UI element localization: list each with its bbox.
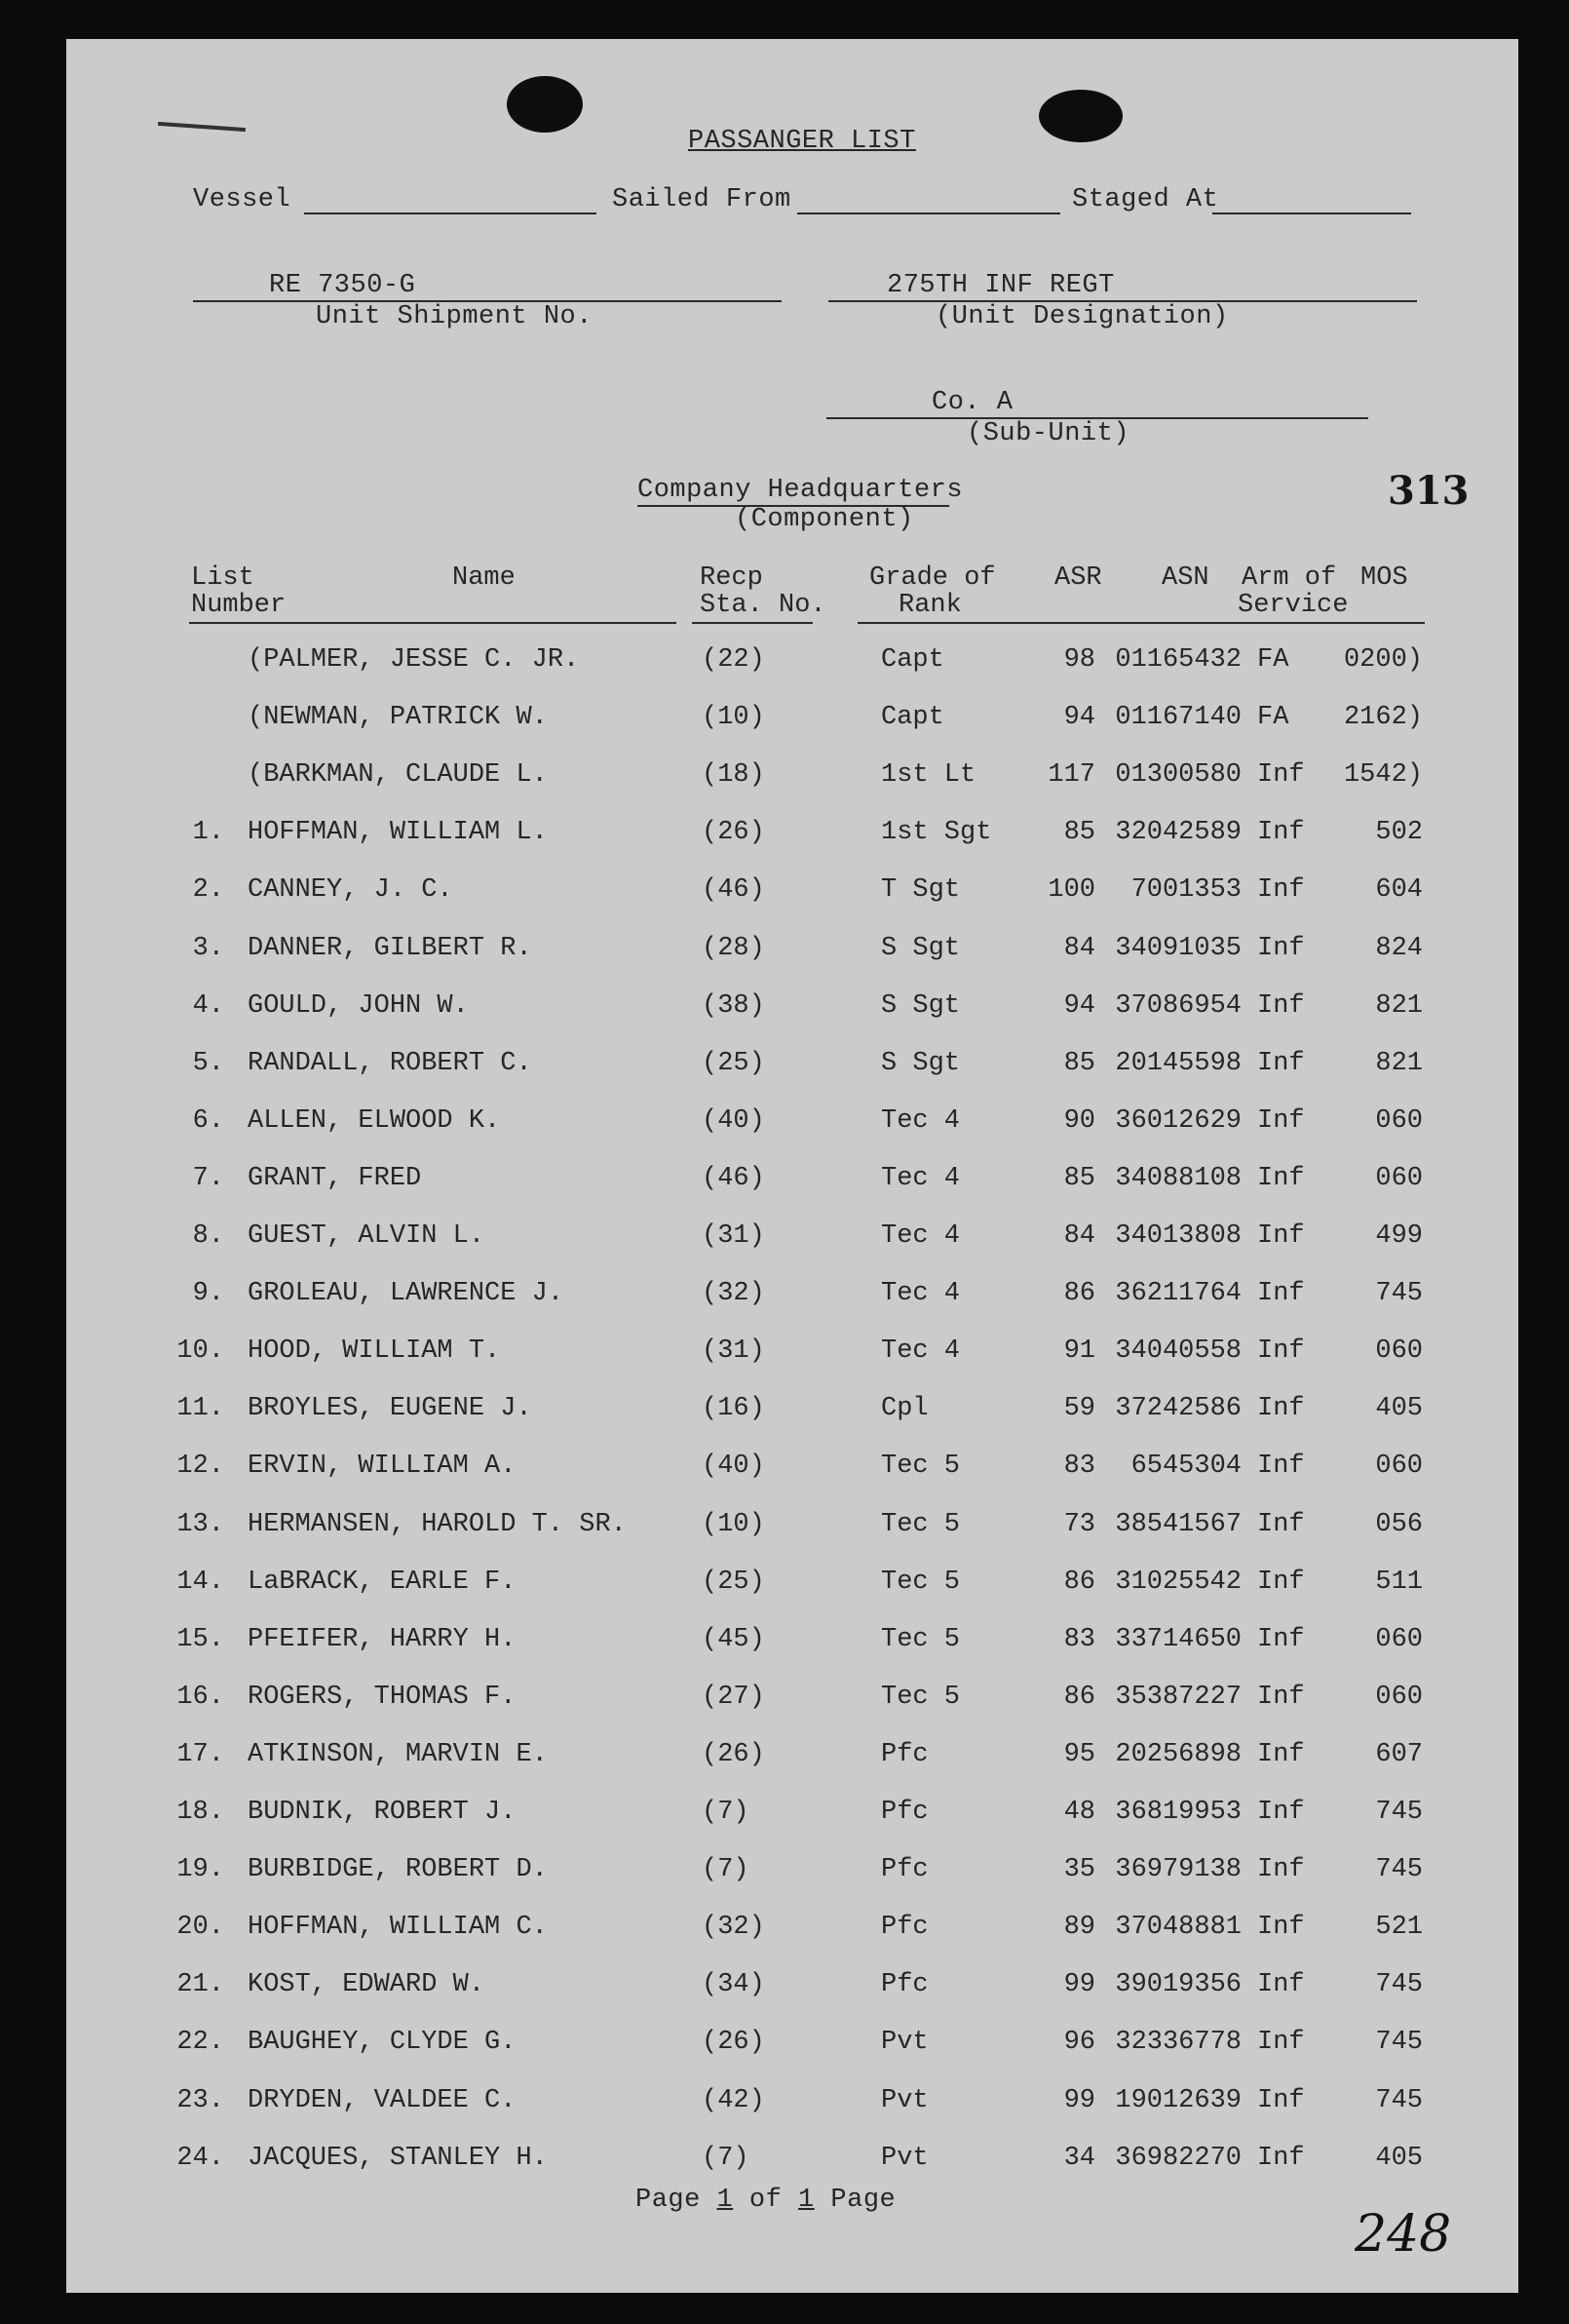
page-of: of <box>733 2186 799 2215</box>
row-mos: 405 <box>1375 2144 1423 2173</box>
row-arm: FA <box>1257 703 1289 732</box>
table-row <box>66 2028 1518 2067</box>
sheet-number-stamp: 313 <box>1388 468 1470 514</box>
row-asr: 86 <box>1063 1279 1095 1308</box>
row-name: GOULD, JOHN W. <box>248 991 469 1021</box>
row-asn: 34091035 <box>1115 934 1242 963</box>
table-row <box>66 1568 1518 1607</box>
row-name: DANNER, GILBERT R. <box>248 934 532 963</box>
row-number: 8. <box>192 1221 224 1251</box>
row-asn: 33714650 <box>1115 1625 1242 1654</box>
row-number: 4. <box>192 991 224 1021</box>
row-rank: Tec 4 <box>881 1279 961 1308</box>
row-asr: 91 <box>1063 1336 1095 1366</box>
row-name: GUEST, ALVIN L. <box>248 1221 485 1251</box>
page-indicator <box>635 2186 896 2215</box>
row-arm: Inf <box>1257 1336 1305 1366</box>
row-name: BURBIDGE, ROBERT D. <box>248 1855 548 1884</box>
punch-hole-right <box>1039 90 1123 142</box>
table-row <box>66 1279 1518 1318</box>
row-name: GROLEAU, LAWRENCE J. <box>248 1279 564 1308</box>
row-asn: 35387227 <box>1115 1683 1242 1712</box>
table-row <box>66 1049 1518 1088</box>
sailed-from-label: Sailed From <box>612 185 791 214</box>
row-asn: 01165432 <box>1115 645 1242 675</box>
row-rank: S Sgt <box>881 1049 961 1078</box>
row-station: (46) <box>702 1164 765 1193</box>
row-rank: Tec 4 <box>881 1221 961 1251</box>
row-station: (32) <box>702 1279 765 1308</box>
header-rule-1 <box>189 622 676 624</box>
row-name: (BARKMAN, CLAUDE L. <box>248 760 548 790</box>
handwritten-page-number: 248 <box>1355 2205 1452 2264</box>
row-station: (26) <box>702 2028 765 2057</box>
row-asr: 86 <box>1063 1568 1095 1597</box>
row-asn: 7001353 <box>1130 875 1242 905</box>
row-name: LaBRACK, EARLE F. <box>248 1568 517 1597</box>
row-asr: 84 <box>1063 934 1095 963</box>
row-asn: 36982270 <box>1115 2144 1242 2173</box>
row-arm: Inf <box>1257 1106 1305 1136</box>
row-asn: 34088108 <box>1115 1164 1242 1193</box>
row-asn: 37242586 <box>1115 1394 1242 1423</box>
row-rank: Tec 5 <box>881 1452 961 1481</box>
row-mos: 745 <box>1375 1279 1423 1308</box>
row-asr: 95 <box>1063 1740 1095 1769</box>
col-grade-line1: Grade of <box>869 563 996 593</box>
row-asn: 31025542 <box>1115 1568 1242 1597</box>
row-mos: 502 <box>1375 818 1423 847</box>
row-asr: 59 <box>1063 1394 1095 1423</box>
row-arm: Inf <box>1257 1913 1305 1942</box>
row-rank: Pfc <box>881 1798 929 1827</box>
row-name: ERVIN, WILLIAM A. <box>248 1452 517 1481</box>
row-name: HERMANSEN, HAROLD T. SR. <box>248 1510 627 1539</box>
row-rank: Tec 4 <box>881 1106 961 1136</box>
row-asn: 39019356 <box>1115 1970 1242 1999</box>
header-rule-3 <box>858 622 1425 624</box>
row-asn: 38541567 <box>1115 1510 1242 1539</box>
row-asr: 89 <box>1063 1913 1095 1942</box>
row-number: 7. <box>192 1164 224 1193</box>
table-row <box>66 1106 1518 1145</box>
row-mos: 060 <box>1375 1336 1423 1366</box>
row-arm: Inf <box>1257 1970 1305 1999</box>
table-row <box>66 1855 1518 1894</box>
header-rule-2 <box>692 622 813 624</box>
row-number: 16. <box>176 1683 224 1712</box>
unit-shipment-caption: Unit Shipment No. <box>316 302 593 331</box>
row-arm: Inf <box>1257 1510 1305 1539</box>
row-station: (10) <box>702 703 765 732</box>
row-rank: Tec 5 <box>881 1510 961 1539</box>
row-asr: 100 <box>1048 875 1095 905</box>
row-rank: Tec 5 <box>881 1568 961 1597</box>
table-row <box>66 1625 1518 1664</box>
unit-designation-caption: (Unit Designation) <box>936 302 1229 331</box>
row-arm: Inf <box>1257 1683 1305 1712</box>
row-station: (31) <box>702 1221 765 1251</box>
row-number: 9. <box>192 1279 224 1308</box>
row-number: 1. <box>192 818 224 847</box>
row-name: BUDNIK, ROBERT J. <box>248 1798 517 1827</box>
row-asr: 34 <box>1063 2144 1095 2173</box>
row-arm: Inf <box>1257 1279 1305 1308</box>
row-asn: 36211764 <box>1115 1279 1242 1308</box>
row-mos: 607 <box>1375 1740 1423 1769</box>
row-station: (32) <box>702 1913 765 1942</box>
row-asr: 99 <box>1063 2086 1095 2115</box>
row-station: (40) <box>702 1452 765 1481</box>
row-asr: 98 <box>1063 645 1095 675</box>
row-mos: 745 <box>1375 2028 1423 2057</box>
ink-mark <box>158 122 246 132</box>
row-number: 11. <box>176 1394 224 1423</box>
row-name: GRANT, FRED <box>248 1164 422 1193</box>
row-mos: 060 <box>1375 1625 1423 1654</box>
row-mos: 405 <box>1375 1394 1423 1423</box>
row-asr: 94 <box>1063 703 1095 732</box>
row-arm: Inf <box>1257 2028 1305 2057</box>
row-name: ALLEN, ELWOOD K. <box>248 1106 501 1136</box>
row-asr: 96 <box>1063 2028 1095 2057</box>
row-asn: 36012629 <box>1115 1106 1242 1136</box>
row-name: KOST, EDWARD W. <box>248 1970 485 1999</box>
row-station: (26) <box>702 818 765 847</box>
table-row <box>66 1740 1518 1779</box>
col-arm-line1: Arm of <box>1242 563 1337 593</box>
row-rank: Tec 5 <box>881 1683 961 1712</box>
row-number: 15. <box>176 1625 224 1654</box>
row-arm: Inf <box>1257 991 1305 1021</box>
row-station: (34) <box>702 1970 765 1999</box>
table-row <box>66 1683 1518 1722</box>
row-asn: 34013808 <box>1115 1221 1242 1251</box>
row-mos: 604 <box>1375 875 1423 905</box>
row-station: (7) <box>702 1798 749 1827</box>
table-row <box>66 2086 1518 2125</box>
row-rank: Pvt <box>881 2028 929 2057</box>
row-asr: 94 <box>1063 991 1095 1021</box>
row-station: (25) <box>702 1049 765 1078</box>
row-station: (28) <box>702 934 765 963</box>
row-arm: Inf <box>1257 1049 1305 1078</box>
row-name: HOOD, WILLIAM T. <box>248 1336 501 1366</box>
row-number: 19. <box>176 1855 224 1884</box>
staged-at-label: Staged At <box>1072 185 1219 214</box>
row-asn: 32336778 <box>1115 2028 1242 2057</box>
row-mos: 1542) <box>1343 760 1423 790</box>
col-recp-line2: Sta. No. <box>700 591 826 620</box>
table-row <box>66 703 1518 742</box>
row-asr: 48 <box>1063 1798 1095 1827</box>
row-rank: Pvt <box>881 2086 929 2115</box>
row-number: 14. <box>176 1568 224 1597</box>
row-asn: 36979138 <box>1115 1855 1242 1884</box>
row-arm: Inf <box>1257 2144 1305 2173</box>
row-number: 13. <box>176 1510 224 1539</box>
row-station: (40) <box>702 1106 765 1136</box>
row-number: 21. <box>176 1970 224 1999</box>
row-number: 17. <box>176 1740 224 1769</box>
row-station: (45) <box>702 1625 765 1654</box>
col-grade-line2: Rank <box>899 591 962 620</box>
row-rank: S Sgt <box>881 934 961 963</box>
row-station: (25) <box>702 1568 765 1597</box>
row-asr: 84 <box>1063 1221 1095 1251</box>
row-rank: 1st Lt <box>881 760 976 790</box>
row-station: (26) <box>702 1740 765 1769</box>
row-station: (18) <box>702 760 765 790</box>
row-number: 23. <box>176 2086 224 2115</box>
table-row <box>66 1452 1518 1491</box>
row-rank: Cpl <box>881 1394 929 1423</box>
row-arm: Inf <box>1257 1221 1305 1251</box>
table-row <box>66 760 1518 799</box>
sub-unit: Co. A <box>932 388 1014 417</box>
sub-unit-caption: (Sub-Unit) <box>967 419 1130 448</box>
page-suffix: Page <box>814 2186 897 2215</box>
row-number: 6. <box>192 1106 224 1136</box>
table-row <box>66 1798 1518 1837</box>
row-asn: 20256898 <box>1115 1740 1242 1769</box>
row-name: ATKINSON, MARVIN E. <box>248 1740 548 1769</box>
row-rank: Pfc <box>881 1855 929 1884</box>
table-row <box>66 934 1518 973</box>
table-row <box>66 1164 1518 1203</box>
passenger-list-sheet <box>66 39 1518 2293</box>
row-station: (27) <box>702 1683 765 1712</box>
row-name: RANDALL, ROBERT C. <box>248 1049 532 1078</box>
row-arm: Inf <box>1257 2086 1305 2115</box>
page-total: 1 <box>798 2186 815 2215</box>
table-row <box>66 1221 1518 1260</box>
row-asn: 01300580 <box>1115 760 1242 790</box>
row-number: 10. <box>176 1336 224 1366</box>
row-number: 24. <box>176 2144 224 2173</box>
row-mos: 060 <box>1375 1106 1423 1136</box>
row-arm: Inf <box>1257 934 1305 963</box>
component-caption: (Component) <box>735 505 914 534</box>
row-arm: Inf <box>1257 1568 1305 1597</box>
page-current: 1 <box>716 2186 734 2215</box>
row-rank: 1st Sgt <box>881 818 992 847</box>
row-number: 2. <box>192 875 224 905</box>
row-mos: 511 <box>1375 1568 1423 1597</box>
row-name: HOFFMAN, WILLIAM L. <box>248 818 548 847</box>
row-name: DRYDEN, VALDEE C. <box>248 2086 517 2115</box>
row-mos: 060 <box>1375 1683 1423 1712</box>
row-asn: 19012639 <box>1115 2086 1242 2115</box>
row-mos: 821 <box>1375 991 1423 1021</box>
row-asn: 37048881 <box>1115 1913 1242 1942</box>
row-mos: 2162) <box>1343 703 1423 732</box>
table-row <box>66 818 1518 857</box>
row-station: (46) <box>702 875 765 905</box>
table-row <box>66 1970 1518 2009</box>
col-list-number-line1: List <box>191 563 254 593</box>
col-recp-line1: Recp <box>700 563 763 593</box>
page-title: PASSANGER LIST <box>688 127 916 156</box>
table-row <box>66 645 1518 684</box>
row-mos: 745 <box>1375 1970 1423 1999</box>
row-mos: 056 <box>1375 1510 1423 1539</box>
row-rank: Pvt <box>881 2144 929 2173</box>
table-row <box>66 875 1518 914</box>
unit-shipment-number: RE 7350-G <box>269 271 416 300</box>
row-asn: 34040558 <box>1115 1336 1242 1366</box>
row-station: (38) <box>702 991 765 1021</box>
row-station: (7) <box>702 1855 749 1884</box>
row-asr: 99 <box>1063 1970 1095 1999</box>
row-mos: 824 <box>1375 934 1423 963</box>
row-asr: 117 <box>1048 760 1095 790</box>
row-asn: 6545304 <box>1130 1452 1242 1481</box>
row-name: (NEWMAN, PATRICK W. <box>248 703 548 732</box>
row-arm: Inf <box>1257 818 1305 847</box>
row-arm: Inf <box>1257 1394 1305 1423</box>
row-mos: 745 <box>1375 1855 1423 1884</box>
row-asr: 35 <box>1063 1855 1095 1884</box>
col-arm-line2: Service <box>1238 591 1349 620</box>
row-number: 12. <box>176 1452 224 1481</box>
row-number: 5. <box>192 1049 224 1078</box>
table-row <box>66 991 1518 1030</box>
row-rank: Tec 5 <box>881 1625 961 1654</box>
table-row <box>66 1510 1518 1549</box>
component: Company Headquarters <box>637 476 964 505</box>
row-mos: 060 <box>1375 1452 1423 1481</box>
row-asn: 32042589 <box>1115 818 1242 847</box>
row-arm: FA <box>1257 645 1289 675</box>
row-rank: Capt <box>881 645 944 675</box>
row-arm: Inf <box>1257 1855 1305 1884</box>
table-row <box>66 1336 1518 1375</box>
row-arm: Inf <box>1257 1798 1305 1827</box>
row-rank: Capt <box>881 703 944 732</box>
row-mos: 0200) <box>1343 645 1423 675</box>
row-mos: 745 <box>1375 1798 1423 1827</box>
row-station: (7) <box>702 2144 749 2173</box>
punch-hole-left <box>507 76 583 133</box>
row-asr: 83 <box>1063 1625 1095 1654</box>
row-rank: Pfc <box>881 1740 929 1769</box>
row-arm: Inf <box>1257 1452 1305 1481</box>
row-station: (16) <box>702 1394 765 1423</box>
row-asr: 85 <box>1063 1164 1095 1193</box>
row-name: JACQUES, STANLEY H. <box>248 2144 548 2173</box>
row-number: 20. <box>176 1913 224 1942</box>
row-mos: 499 <box>1375 1221 1423 1251</box>
row-mos: 521 <box>1375 1913 1423 1942</box>
row-asr: 90 <box>1063 1106 1095 1136</box>
vessel-label: Vessel <box>193 185 291 214</box>
row-asr: 85 <box>1063 818 1095 847</box>
col-mos: MOS <box>1360 563 1408 593</box>
row-mos: 745 <box>1375 2086 1423 2115</box>
row-arm: Inf <box>1257 760 1305 790</box>
row-arm: Inf <box>1257 1625 1305 1654</box>
row-station: (22) <box>702 645 765 675</box>
row-rank: Tec 4 <box>881 1164 961 1193</box>
row-asn: 37086954 <box>1115 991 1242 1021</box>
row-arm: Inf <box>1257 875 1305 905</box>
row-asn: 20145598 <box>1115 1049 1242 1078</box>
row-rank: Tec 4 <box>881 1336 961 1366</box>
row-name: HOFFMAN, WILLIAM C. <box>248 1913 548 1942</box>
row-name: PFEIFER, HARRY H. <box>248 1625 517 1654</box>
sailed-from-field-line <box>797 213 1060 214</box>
col-asn: ASN <box>1162 563 1209 593</box>
page-prefix: Page <box>635 2186 717 2215</box>
col-name: Name <box>452 563 516 593</box>
row-rank: Pfc <box>881 1970 929 1999</box>
table-row <box>66 1394 1518 1433</box>
row-number: 22. <box>176 2028 224 2057</box>
col-list-number-line2: Number <box>191 591 287 620</box>
table-row <box>66 1913 1518 1952</box>
row-station: (10) <box>702 1510 765 1539</box>
row-asr: 86 <box>1063 1683 1095 1712</box>
row-arm: Inf <box>1257 1164 1305 1193</box>
row-asn: 01167140 <box>1115 703 1242 732</box>
staged-at-field-line <box>1212 213 1411 214</box>
row-rank: T Sgt <box>881 875 961 905</box>
row-rank: S Sgt <box>881 991 961 1021</box>
vessel-field-line <box>304 213 596 214</box>
row-station: (31) <box>702 1336 765 1366</box>
row-number: 3. <box>192 934 224 963</box>
row-rank: Pfc <box>881 1913 929 1942</box>
row-name: BROYLES, EUGENE J. <box>248 1394 532 1423</box>
unit-designation: 275TH INF REGT <box>887 271 1115 300</box>
row-arm: Inf <box>1257 1740 1305 1769</box>
row-mos: 821 <box>1375 1049 1423 1078</box>
row-asr: 85 <box>1063 1049 1095 1078</box>
row-asn: 36819953 <box>1115 1798 1242 1827</box>
row-mos: 060 <box>1375 1164 1423 1193</box>
row-asr: 83 <box>1063 1452 1095 1481</box>
row-name: CANNEY, J. C. <box>248 875 453 905</box>
table-row <box>66 2144 1518 2183</box>
row-asr: 73 <box>1063 1510 1095 1539</box>
row-name: ROGERS, THOMAS F. <box>248 1683 517 1712</box>
row-name: (PALMER, JESSE C. JR. <box>248 645 580 675</box>
col-asr: ASR <box>1054 563 1102 593</box>
row-name: BAUGHEY, CLYDE G. <box>248 2028 517 2057</box>
row-station: (42) <box>702 2086 765 2115</box>
row-number: 18. <box>176 1798 224 1827</box>
